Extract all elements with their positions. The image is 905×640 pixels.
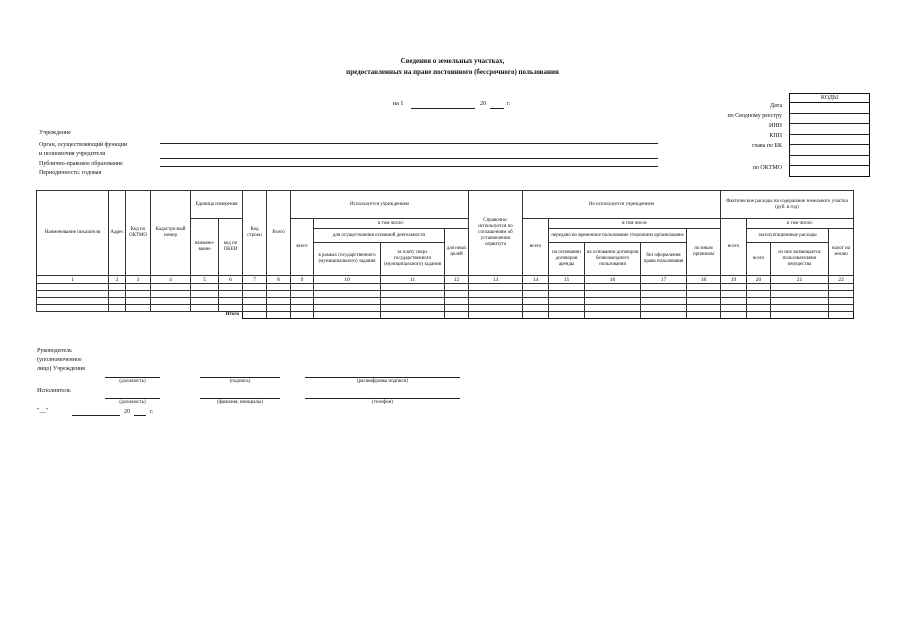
sign-date-suffix: г.	[150, 409, 154, 415]
cell[interactable]	[585, 312, 641, 319]
code-label-date: Дата	[770, 103, 782, 109]
code-inn-cell[interactable]	[790, 124, 870, 135]
executor-phone-caption: (телефон)	[305, 398, 460, 405]
cell[interactable]	[243, 291, 267, 298]
cell[interactable]	[381, 284, 445, 291]
total-row	[37, 312, 854, 319]
table-row	[37, 291, 854, 298]
cell[interactable]	[37, 291, 109, 298]
cell[interactable]	[687, 305, 721, 312]
th-notused-total: всего	[523, 219, 549, 276]
cell[interactable]	[523, 284, 549, 291]
cell[interactable]	[585, 305, 641, 312]
table-row	[37, 284, 854, 291]
cell[interactable]	[829, 298, 854, 305]
col-num: 5	[191, 276, 219, 284]
year-suffix: г.	[507, 101, 511, 107]
th-transferred: передано во временное пользование сторонним организациям	[549, 229, 687, 243]
th-free-use: на основании договоров безвозмездного пользования	[585, 243, 641, 276]
cell[interactable]	[126, 305, 151, 312]
th-notused-incl: в том числе	[549, 219, 721, 229]
th-reimbursed: из них возмещается пользователями имущества	[771, 243, 829, 276]
code-date-cell[interactable]	[790, 103, 870, 114]
cell[interactable]	[747, 284, 771, 291]
cell[interactable]	[381, 312, 445, 319]
col-num: 20	[747, 276, 771, 284]
head-position-caption: (должность)	[105, 377, 160, 384]
cell[interactable]	[243, 298, 267, 305]
year-prefix: 20	[480, 101, 486, 107]
col-num: 22	[829, 276, 854, 284]
cell[interactable]	[721, 305, 747, 312]
th-unit-code: код по ОКЕИ	[219, 219, 243, 276]
cell[interactable]	[381, 305, 445, 312]
periodicity-label: Периодичность: годовая	[39, 170, 102, 176]
cell[interactable]	[771, 284, 829, 291]
cell[interactable]	[687, 291, 721, 298]
cell[interactable]	[109, 291, 126, 298]
code-label-oktmo: по ОКТМО	[752, 165, 782, 171]
cell[interactable]	[267, 284, 291, 291]
cell[interactable]	[314, 291, 381, 298]
col-num: 10	[314, 276, 381, 284]
public-entity-label: Публично-правовое образование	[39, 161, 123, 167]
code-label-kpp: КПП	[769, 133, 782, 139]
cell[interactable]	[469, 284, 523, 291]
cell[interactable]	[549, 312, 585, 319]
cell[interactable]	[291, 312, 314, 319]
cell[interactable]	[151, 298, 191, 305]
code-bk-cell[interactable]	[790, 145, 870, 156]
institution-label: Учреждение	[39, 130, 71, 136]
cell[interactable]	[771, 298, 829, 305]
head-label-line3: лицо) Учреждения	[37, 366, 85, 372]
head-signature-caption: (подпись)	[200, 377, 280, 384]
cell[interactable]	[523, 298, 549, 305]
th-not-used: Не используется учреждением	[523, 191, 721, 219]
th-used-total: всего	[291, 219, 314, 276]
cell[interactable]	[523, 305, 549, 312]
cell[interactable]	[549, 298, 585, 305]
public-entity-field[interactable]	[160, 166, 658, 167]
sign-date-open-quote: "__"	[37, 408, 48, 414]
codes-table	[789, 93, 870, 177]
total-label: Итого	[225, 312, 239, 318]
cell[interactable]	[191, 298, 219, 305]
cell[interactable]	[721, 291, 747, 298]
executor-position-caption: (должность)	[105, 398, 160, 405]
executor-name-caption: (фамилия, инициалы)	[200, 398, 280, 405]
col-num: 8	[267, 276, 291, 284]
cell[interactable]	[747, 291, 771, 298]
cell[interactable]	[219, 284, 243, 291]
col-num: 18	[687, 276, 721, 284]
cell[interactable]	[219, 291, 243, 298]
cell[interactable]	[267, 305, 291, 312]
land-plots-table	[36, 190, 854, 319]
th-main-activity: для осуществления основной деятельности	[314, 229, 445, 243]
col-num: 21	[771, 276, 829, 284]
cell[interactable]	[549, 284, 585, 291]
col-num: 17	[641, 276, 687, 284]
th-unit-name: наимено-вание	[191, 219, 219, 276]
col-num: 4	[151, 276, 191, 284]
cell[interactable]	[585, 284, 641, 291]
col-num: 6	[219, 276, 243, 284]
cell[interactable]	[37, 284, 109, 291]
cell[interactable]	[523, 312, 549, 319]
cell[interactable]	[381, 298, 445, 305]
cell[interactable]	[219, 305, 243, 312]
cell[interactable]	[469, 291, 523, 298]
cell[interactable]	[585, 298, 641, 305]
code-label-registry: по Сводному реестру	[727, 113, 782, 119]
th-other-reasons: по иным причинам	[687, 229, 721, 276]
th-exploitation: эксплуатационные расходы	[747, 229, 829, 243]
cell[interactable]	[549, 305, 585, 312]
th-reference: Справочно: используется по соглашениям об установлении сервитута	[469, 191, 523, 276]
cell[interactable]	[829, 284, 854, 291]
cell[interactable]	[469, 312, 523, 319]
cell[interactable]	[445, 298, 469, 305]
cell[interactable]	[219, 298, 243, 305]
cell[interactable]	[126, 284, 151, 291]
organ-field[interactable]	[160, 158, 658, 159]
code-label-bk: глава по БК	[752, 143, 782, 149]
cell[interactable]	[523, 291, 549, 298]
cell[interactable]	[469, 298, 523, 305]
sign-date-year-prefix: 20	[124, 409, 130, 415]
code-empty-cell[interactable]	[790, 155, 870, 166]
cell[interactable]	[37, 298, 109, 305]
cell[interactable]	[243, 284, 267, 291]
col-num: 19	[721, 276, 747, 284]
cell[interactable]	[721, 298, 747, 305]
cell[interactable]	[381, 291, 445, 298]
cell[interactable]	[445, 312, 469, 319]
cell[interactable]	[191, 291, 219, 298]
cell[interactable]	[291, 298, 314, 305]
th-paid-over-task: за плату сверх государственного (муниципального) задания	[381, 243, 445, 276]
cell[interactable]	[291, 284, 314, 291]
th-used: Используется учреждением	[291, 191, 469, 219]
th-used-incl: в том числе:	[314, 219, 469, 229]
cell[interactable]	[687, 284, 721, 291]
cell[interactable]	[687, 312, 721, 319]
cell[interactable]	[267, 298, 291, 305]
head-decoding-caption: (расшифровка подписи)	[305, 377, 460, 384]
th-costs-total: всего	[721, 219, 747, 276]
cell[interactable]	[314, 312, 381, 319]
cell[interactable]	[243, 305, 267, 312]
cell[interactable]	[549, 291, 585, 298]
head-label-line2: (уполномоченное	[37, 357, 82, 363]
cell[interactable]	[771, 291, 829, 298]
col-num: 2	[109, 276, 126, 284]
col-num: 16	[585, 276, 641, 284]
col-num: 9	[291, 276, 314, 284]
cell[interactable]	[747, 305, 771, 312]
th-lease: на основании договоров аренды	[549, 243, 585, 276]
cell[interactable]	[243, 312, 267, 319]
col-num: 11	[381, 276, 445, 284]
cell[interactable]	[721, 312, 747, 319]
col-num: 3	[126, 276, 151, 284]
cell[interactable]	[641, 291, 687, 298]
th-total: Всего	[267, 191, 291, 276]
organ-label-line1: Орган, осуществляющий функции	[39, 142, 128, 148]
cell[interactable]	[641, 284, 687, 291]
table-row	[37, 305, 854, 312]
cell[interactable]	[109, 298, 126, 305]
cell[interactable]	[191, 284, 219, 291]
cell[interactable]	[37, 305, 109, 312]
code-label-inn: ИНН	[769, 123, 782, 129]
organ-label-line2: и полномочия учредителя	[39, 151, 105, 157]
cell[interactable]	[585, 291, 641, 298]
cell[interactable]	[151, 284, 191, 291]
th-other-purposes: для иных целей	[445, 229, 469, 276]
col-num: 7	[243, 276, 267, 284]
th-costs-incl: в том числе:	[747, 219, 854, 229]
th-state-task: в рамках государственного (муниципального) задания	[314, 243, 381, 276]
cell[interactable]	[314, 305, 381, 312]
executor-label: Исполнитель	[37, 388, 71, 394]
code-kpp-cell[interactable]	[790, 134, 870, 145]
cell[interactable]	[151, 291, 191, 298]
th-costs: Фактические расходы на содержание земельного участка (руб. в год)	[721, 191, 854, 219]
year-field[interactable]	[490, 108, 504, 109]
cell[interactable]	[445, 291, 469, 298]
col-num: 14	[523, 276, 549, 284]
head-label-line1: Руководитель	[37, 348, 72, 354]
date-field[interactable]	[411, 108, 475, 109]
code-registry-cell[interactable]	[790, 113, 870, 124]
cell[interactable]	[829, 305, 854, 312]
cell[interactable]	[445, 305, 469, 312]
cell[interactable]	[747, 298, 771, 305]
cell[interactable]	[771, 305, 829, 312]
form-title-line1: Сведения о земельных участках,	[400, 57, 505, 65]
col-num: 1	[37, 276, 109, 284]
th-land-tax: налог на землю	[829, 229, 854, 276]
col-num: 15	[549, 276, 585, 284]
cell[interactable]	[109, 305, 126, 312]
col-num: 12	[445, 276, 469, 284]
th-unit: Единица измерения	[191, 191, 243, 219]
cell[interactable]	[721, 284, 747, 291]
cell[interactable]	[267, 312, 291, 319]
col-num: 13	[469, 276, 523, 284]
th-address: Адрес	[109, 191, 126, 276]
cell[interactable]	[291, 305, 314, 312]
th-cadastre: Кадастро-вый номер	[151, 191, 191, 276]
cell[interactable]	[747, 312, 771, 319]
institution-field[interactable]	[160, 143, 658, 144]
cell[interactable]	[829, 312, 854, 319]
codes-header: КОДЫ	[790, 94, 870, 103]
cell[interactable]	[314, 284, 381, 291]
cell[interactable]	[151, 305, 191, 312]
cell[interactable]	[641, 312, 687, 319]
cell[interactable]	[314, 298, 381, 305]
cell[interactable]	[641, 298, 687, 305]
th-oktmo: Код по ОКТМО	[126, 191, 151, 276]
cell[interactable]	[191, 305, 219, 312]
sign-date-month-field[interactable]	[72, 415, 120, 416]
cell[interactable]	[687, 298, 721, 305]
form-title-line2: предоставленных на праве постоянного (бессрочного) пользования	[346, 68, 559, 76]
cell[interactable]	[829, 291, 854, 298]
sign-date-year-field[interactable]	[134, 415, 146, 416]
cell[interactable]	[267, 291, 291, 298]
cell[interactable]	[126, 291, 151, 298]
cell[interactable]	[469, 305, 523, 312]
th-exploit-total: всего	[747, 243, 771, 276]
cell[interactable]	[445, 284, 469, 291]
cell[interactable]	[109, 284, 126, 291]
table-row	[37, 298, 854, 305]
code-oktmo-cell[interactable]	[790, 166, 870, 177]
cell[interactable]	[291, 291, 314, 298]
th-no-formal: без оформления права пользования	[641, 243, 687, 276]
th-row-code: Код строки	[243, 191, 267, 276]
cell[interactable]	[126, 298, 151, 305]
cell[interactable]	[771, 312, 829, 319]
cell[interactable]	[641, 305, 687, 312]
th-name: Наименование показателя	[37, 191, 109, 276]
date-prefix: на 1	[393, 101, 404, 107]
